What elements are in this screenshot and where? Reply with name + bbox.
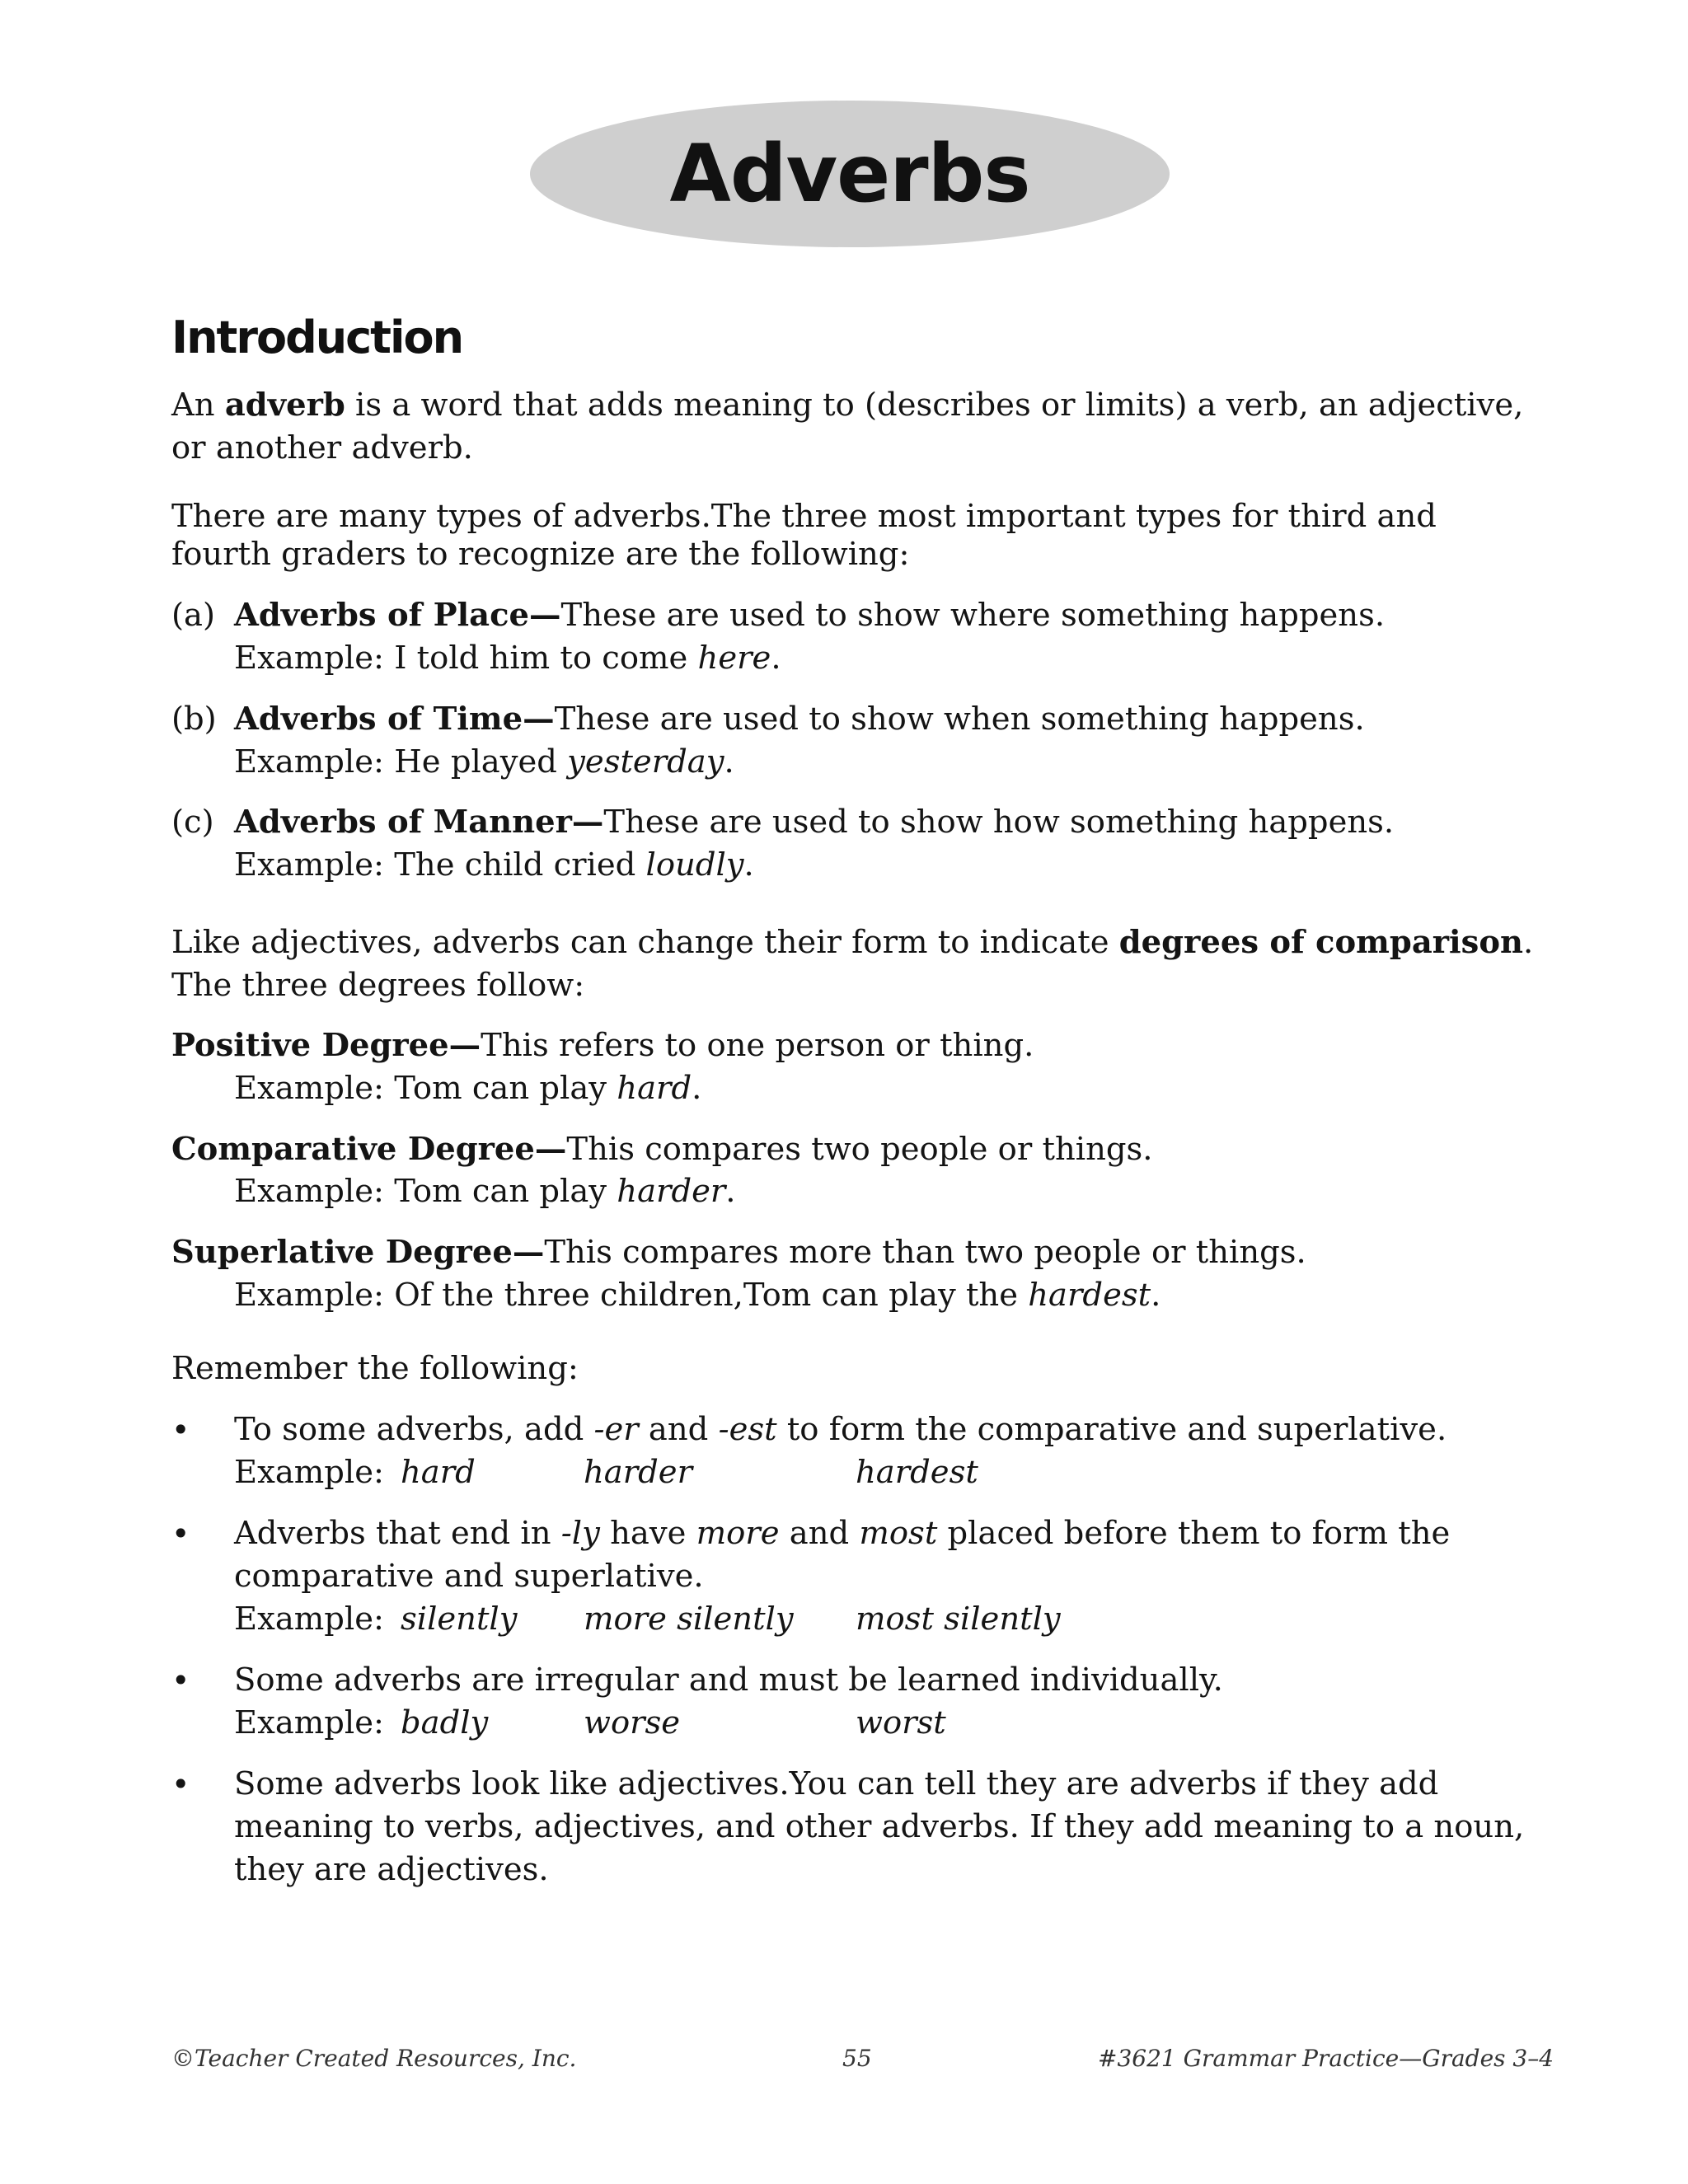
example-text: Example: Of the three children,Tom can play the (234, 1277, 1029, 1314)
type-example (234, 844, 754, 887)
intro-line-1 (171, 384, 1523, 427)
type-description: These are used to show where something happens. (560, 597, 1386, 634)
suffix-term: -ly (560, 1515, 600, 1552)
degree-label: Comparative Degree— (171, 1131, 567, 1168)
example-word: most silently (856, 1601, 1061, 1638)
type-item (234, 801, 1394, 844)
bullet-text-continued: meaning to verbs, adjectives, and other adverbs. If they add meaning to a noun, (234, 1808, 1525, 1845)
bullet-text: and (779, 1515, 860, 1552)
example-word: harder (617, 1173, 726, 1210)
degree-label: Superlative Degree— (171, 1234, 545, 1271)
section-heading: Introduction (171, 312, 463, 363)
bullet-text-continued: they are adjectives. (234, 1851, 549, 1888)
types-intro-line-2: fourth graders to recognize are the following: (171, 536, 910, 573)
bullet-icon: • (171, 1662, 190, 1699)
bullet-example-label: Example: (234, 1454, 384, 1491)
bullet-text: and (638, 1411, 719, 1448)
degree-label: Positive Degree— (171, 1027, 481, 1064)
footer-copyright: ©Teacher Created Resources, Inc. (171, 2045, 577, 2072)
bullet-icon: • (171, 1412, 190, 1448)
bullet-text: to form the comparative and superlative. (776, 1411, 1447, 1448)
example-word: hard (617, 1070, 692, 1107)
type-label: Adverbs of Place— (234, 597, 561, 634)
bullet-item (234, 1408, 1447, 1451)
page-number: 55 (842, 2045, 872, 2072)
comparison-text: . (1523, 924, 1534, 961)
bullet-text: have (599, 1515, 696, 1552)
remember-heading: Remember the following: (171, 1350, 579, 1387)
types-intro-line-1: There are many types of adverbs.The three most important types for third and (171, 498, 1437, 535)
degree-description: This refers to one person or thing. (481, 1027, 1034, 1064)
bullet-item: Some adverbs look like adjectives.You can tell they are adverbs if they add (234, 1765, 1439, 1802)
degree-example (234, 1274, 1160, 1317)
bullet-text: placed before them to form the (937, 1515, 1451, 1552)
example-word: here (697, 640, 771, 677)
example-word: harder (584, 1454, 692, 1491)
intro-line-2: or another adverb. (171, 429, 473, 466)
intro-text: is a word that adds meaning to (describes or limits) a verb, an adjective, (345, 387, 1524, 424)
type-item (234, 594, 1385, 637)
degree-item (171, 1231, 1306, 1274)
example-text: . (771, 640, 781, 677)
type-marker: (b) (171, 701, 217, 738)
type-label: Adverbs of Time— (234, 701, 555, 738)
key-term: most (859, 1515, 938, 1552)
example-text: . (725, 1173, 736, 1210)
example-text: . (743, 846, 754, 883)
intro-text: An (171, 387, 225, 424)
degree-item (171, 1024, 1034, 1067)
bullet-example-label: Example: (234, 1704, 384, 1741)
example-word: hardest (1028, 1277, 1151, 1314)
bullet-icon: • (171, 1766, 190, 1802)
example-word: badly (401, 1704, 489, 1741)
page-title: Adverbs (669, 128, 1030, 220)
type-marker: (a) (171, 597, 215, 634)
example-text: Example: Tom can play (234, 1173, 617, 1210)
example-word: worst (856, 1704, 946, 1741)
type-marker: (c) (171, 804, 214, 841)
comparison-line-1 (171, 921, 1533, 964)
type-example (234, 741, 734, 784)
bullet-icon: • (171, 1516, 190, 1552)
example-word: hard (401, 1454, 476, 1491)
example-word: worse (584, 1704, 681, 1741)
example-word: silently (401, 1601, 518, 1638)
example-text: . (724, 743, 734, 780)
footer-book-title: #3621 Grammar Practice—Grades 3–4 (1098, 2045, 1554, 2072)
suffix-term: -er (593, 1411, 639, 1448)
degree-item (171, 1128, 1153, 1171)
bullet-item (234, 1512, 1450, 1555)
example-text: Example: Tom can play (234, 1070, 617, 1107)
suffix-term: -est (718, 1411, 777, 1448)
example-word: loudly (645, 846, 744, 883)
example-text: . (692, 1070, 702, 1107)
intro-term: adverb (224, 387, 345, 424)
degree-example (234, 1170, 736, 1213)
type-item (234, 698, 1365, 741)
bullet-item: Some adverbs are irregular and must be learned individually. (234, 1661, 1223, 1699)
type-description: These are used to show when something happens. (554, 701, 1365, 738)
type-description: These are used to show how something happens. (603, 804, 1395, 841)
degree-description: This compares two people or things. (566, 1131, 1153, 1168)
bullet-text: To some adverbs, add (234, 1411, 594, 1448)
example-word: yesterday (567, 743, 724, 780)
comparison-line-2: The three degrees follow: (171, 967, 585, 1004)
bullet-example-label: Example: (234, 1601, 384, 1638)
bullet-text: Adverbs that end in (234, 1515, 561, 1552)
example-word: hardest (856, 1454, 978, 1491)
degree-example (234, 1067, 701, 1110)
example-text: Example: The child cried (234, 846, 646, 883)
comparison-text: Like adjectives, adverbs can change their form to indicate (171, 924, 1119, 961)
comparison-term: degrees of comparison (1118, 924, 1524, 961)
example-text: Example: I told him to come (234, 640, 698, 677)
type-label: Adverbs of Manner— (234, 804, 604, 841)
bullet-text-continued: comparative and superlative. (234, 1558, 704, 1595)
example-word: more silently (584, 1601, 794, 1638)
example-text: Example: He played (234, 743, 568, 780)
key-term: more (696, 1515, 780, 1552)
degree-description: This compares more than two people or things. (544, 1234, 1306, 1271)
type-example (234, 637, 781, 680)
example-text: . (1151, 1277, 1161, 1314)
